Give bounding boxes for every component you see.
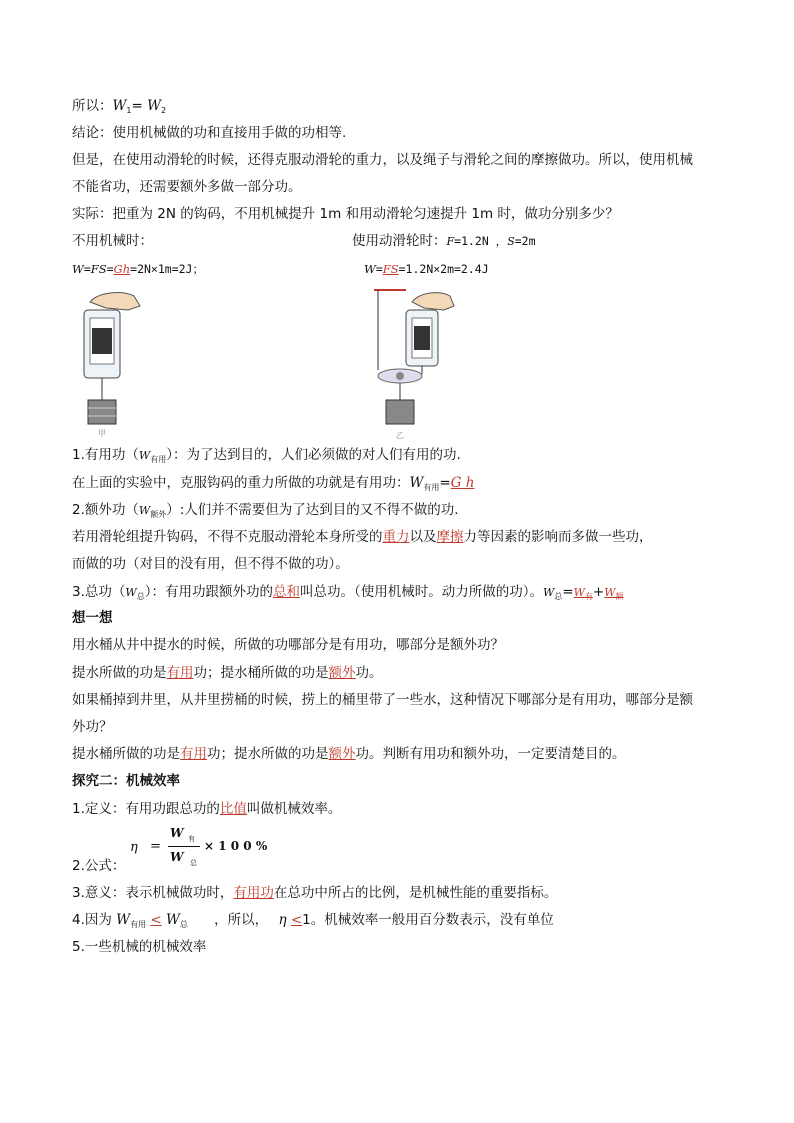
answer: 比值 [219,801,247,817]
times-100-percent: × 1 0 0 % [204,839,268,853]
figure-spring-scale-direct [78,288,158,438]
subscript: 有用 [130,920,147,929]
answer: 有用功 [233,885,274,901]
heading-think: 想一想 [72,610,113,626]
line-question-2b: 外功？ [72,719,113,735]
var: W [165,912,180,928]
var: W [138,449,151,462]
denominator-sub: 总 [190,859,197,867]
text: = [375,262,383,276]
var: W [409,475,424,491]
line-extra-work-def [72,501,459,524]
text: = [106,262,114,276]
text: =1.2N ， [454,234,508,248]
text: 所以： [72,98,113,114]
line-however-1: 但是，在使用动滑轮的时候，还得克服动滑轮的重力，以及绳子与滑轮之间的摩擦做功。所以，使用机械 [72,152,693,168]
text: 1。机械效率一般用百分数表示，没有单位 [302,912,554,928]
text: 若用滑轮组提升钩码，不得不克服动滑轮本身所受的 [72,529,383,545]
var: W [364,262,376,276]
heading-efficiency: 探究二：机械效率 [72,773,180,789]
text: 1.有用功（ [72,447,139,463]
line-conclusion-equal [72,97,166,120]
line-conclusion: 结论：使用机械做的功和直接用手做的功相等. [72,125,347,141]
line-pulley-group [72,528,653,546]
figure-label-b: 乙 [396,431,404,440]
line-question-1: 用水桶从井中提水的时候，所做的功哪部分是有用功，哪部分是额外功？ [72,637,504,653]
line-total-work-def [72,583,624,606]
var: FS [382,262,399,276]
line-extra-work-note: 而做的功（对目的没有用，但不得不做的功）。 [72,556,349,572]
subscript: 总 [136,592,145,601]
figure-movable-pulley [368,288,458,440]
text: 4.因为 [72,912,117,928]
var: W [147,98,161,114]
text: 3.意义：表示机械做功时， [72,885,234,901]
line-useful-work-def [72,446,461,469]
subscript: 额外 [150,510,167,519]
text: =2m [514,234,536,248]
line-efficiency-def [72,800,341,818]
text: 提水桶所做的功是 [72,746,180,762]
text: ）:人们并不需要但为了达到目的又不得不做的功. [166,502,459,518]
var: W [573,586,585,599]
var: G h [450,475,475,491]
var: W [125,586,137,599]
text: 使用动滑轮时： [352,233,447,249]
var: F [446,235,455,248]
text: ，所以， [214,912,269,928]
subscript: 1 [126,106,132,115]
text: 提水所做的功是 [72,665,167,681]
efficiency-formula [126,824,286,874]
subscript: 额 [615,592,624,601]
line-answer-2 [72,745,626,763]
var: W [542,586,555,599]
numerator-sub: 有 [188,835,195,843]
subscript: 有用 [150,455,167,464]
answer: 额外 [328,665,356,681]
formula-pulley [364,260,489,278]
numerator-w: W [170,826,184,840]
var: FS [90,262,107,276]
fraction-bar [168,846,200,847]
text: 叫总功。（使用机械时。动力所做的功）。 [299,584,543,600]
var: W [112,98,127,114]
var: W [138,504,151,517]
line-because [72,911,554,934]
text: = [439,475,451,491]
text: = [83,262,91,276]
subscript: 有用 [423,483,440,492]
text: + [592,584,605,600]
line-question-2a: 如果桶掉到井里，从井里捞桶的时候，捞上的桶里带了一些水，这种情况下哪部分是有用功，哪部分是额 [72,692,693,708]
line-formula-label: 2.公式： [72,858,126,874]
line-no-machine: 不用机械时： [72,233,153,249]
subscript: 2 [160,106,167,115]
subscript: 总 [179,920,188,929]
answer: 总和 [272,584,300,600]
equals: = [150,839,161,854]
text: ）：为了达到目的，人们必须做的对人们有用的功. [166,447,461,463]
text: = [562,584,574,600]
answer: 重力 [382,529,410,545]
answer: 额外 [328,746,356,762]
text: 功。 [355,665,383,681]
answer: 有用 [166,665,194,681]
text: 2.额外功（ [72,502,139,518]
line-useful-work-example [72,474,474,497]
line-practice: 实际：把重为 2N 的钩码，不用机械提升 1m 和用动滑轮匀速提升 1m 时，做功分别多少？ [72,206,619,222]
text: 在上面的实验中，克服钩码的重力所做的功就是有用功： [72,475,410,491]
text: 1.定义：有用功跟总功的 [72,801,220,817]
answer: < [290,912,303,928]
answer: < [150,912,162,928]
line-answer-1 [72,664,383,682]
line-meaning [72,884,557,902]
text: 3.总功（ [72,584,126,600]
var: W [72,262,84,276]
line-pulley [352,232,536,251]
eta-symbol: η [130,840,138,855]
var: η [278,912,287,928]
text: 力等因素的影响而多做一些功， [463,529,653,545]
formula-no-machine [72,260,204,278]
line-some-machines: 5.一些机械的机械效率 [72,939,207,955]
subscript: 总 [554,592,563,601]
denominator-w: W [170,850,184,864]
text: 功；提水所做的功是 [207,746,329,762]
answer: 有用 [180,746,207,762]
answer: 摩擦 [436,529,464,545]
text: =1.2N×2m=2.4J [398,262,489,276]
text: =2N×1m=2J； [130,262,204,276]
text: = [131,98,148,114]
subscript: 有 [584,592,593,601]
var: W [604,586,616,599]
figure-label-a: 甲 [98,429,106,438]
text: 功；提水桶所做的功是 [193,665,329,681]
line-however-2: 不能省功，还需要额外多做一部分功。 [72,179,302,195]
var: W [116,912,131,928]
text: 在总功中所占的比例，是机械性能的重要指标。 [273,885,558,901]
var: S [507,235,515,248]
text: ）：有用功跟额外功的 [144,584,273,600]
text: 叫做机械效率。 [246,801,342,817]
text: 功。判断有用功和额外功，一定要清楚目的。 [355,746,626,762]
var: Gh [113,262,131,276]
text: 以及 [409,529,437,545]
